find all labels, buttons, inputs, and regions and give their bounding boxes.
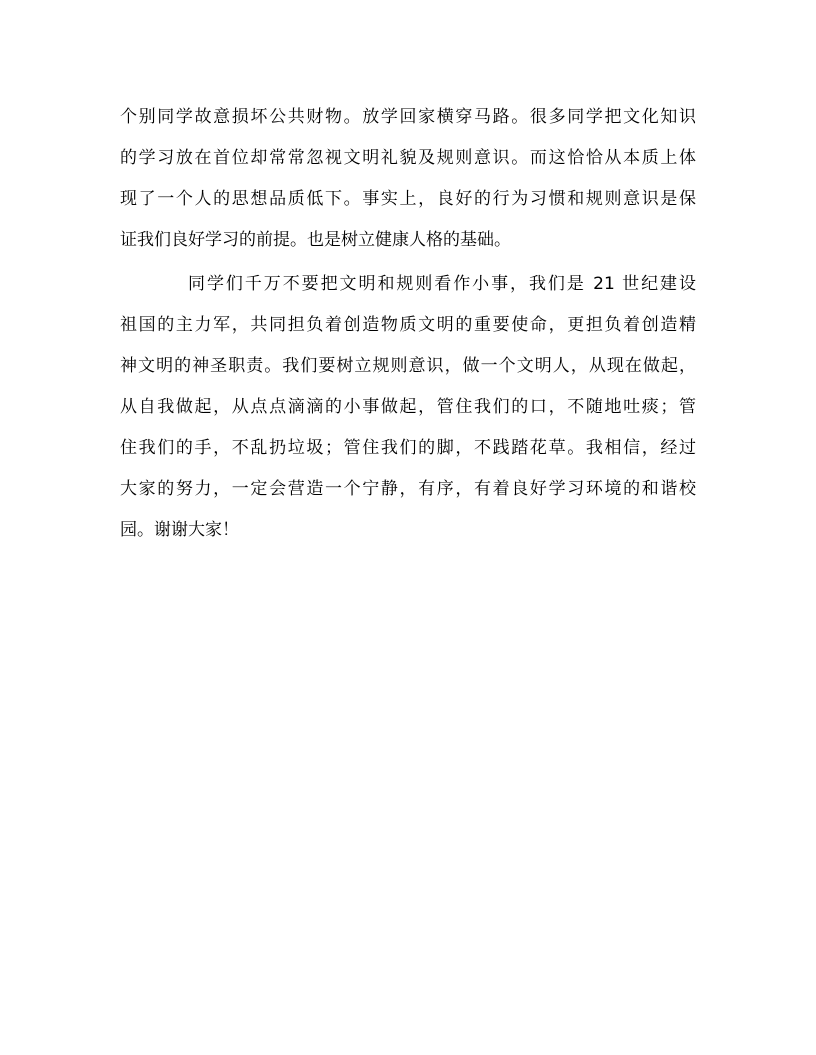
- paragraph-line: 同学们千万不要把文明和规则看作小事，我们是 21 世纪建设: [188, 274, 696, 294]
- paragraph-line: 现了一个人的思想品质低下。事实上，良好的行为习惯和规则意识是保: [120, 189, 696, 209]
- paragraph-line: 个别同学故意损坏公共财物。放学回家横穿马路。很多同学把文化知识: [120, 107, 696, 127]
- paragraph-line: 大家的努力，一定会营造一个宁静，有序，有着良好学习环境的和谐校: [120, 479, 696, 499]
- paragraph-line: 从自我做起，从点点滴滴的小事做起，管住我们的口，不随地吐痰；管: [120, 397, 696, 417]
- paragraph-line: 证我们良好学习的前提。也是树立健康人格的基础。: [120, 230, 511, 250]
- paragraph-line: 的学习放在首位却常常忽视文明礼貌及规则意识。而这恰恰从本质上体: [120, 148, 696, 168]
- paragraph-line: 祖国的主力军，共同担负着创造物质文明的重要使命，更担负着创造精: [120, 315, 696, 335]
- paragraph-line: 园。谢谢大家！: [120, 520, 239, 540]
- paragraph-line: 神文明的神圣职责。我们要树立规则意识，做一个文明人，从现在做起，: [120, 356, 696, 376]
- paragraph-line: 住我们的手，不乱扔垃圾；管住我们的脚，不践踏花草。我相信，经过: [120, 438, 696, 458]
